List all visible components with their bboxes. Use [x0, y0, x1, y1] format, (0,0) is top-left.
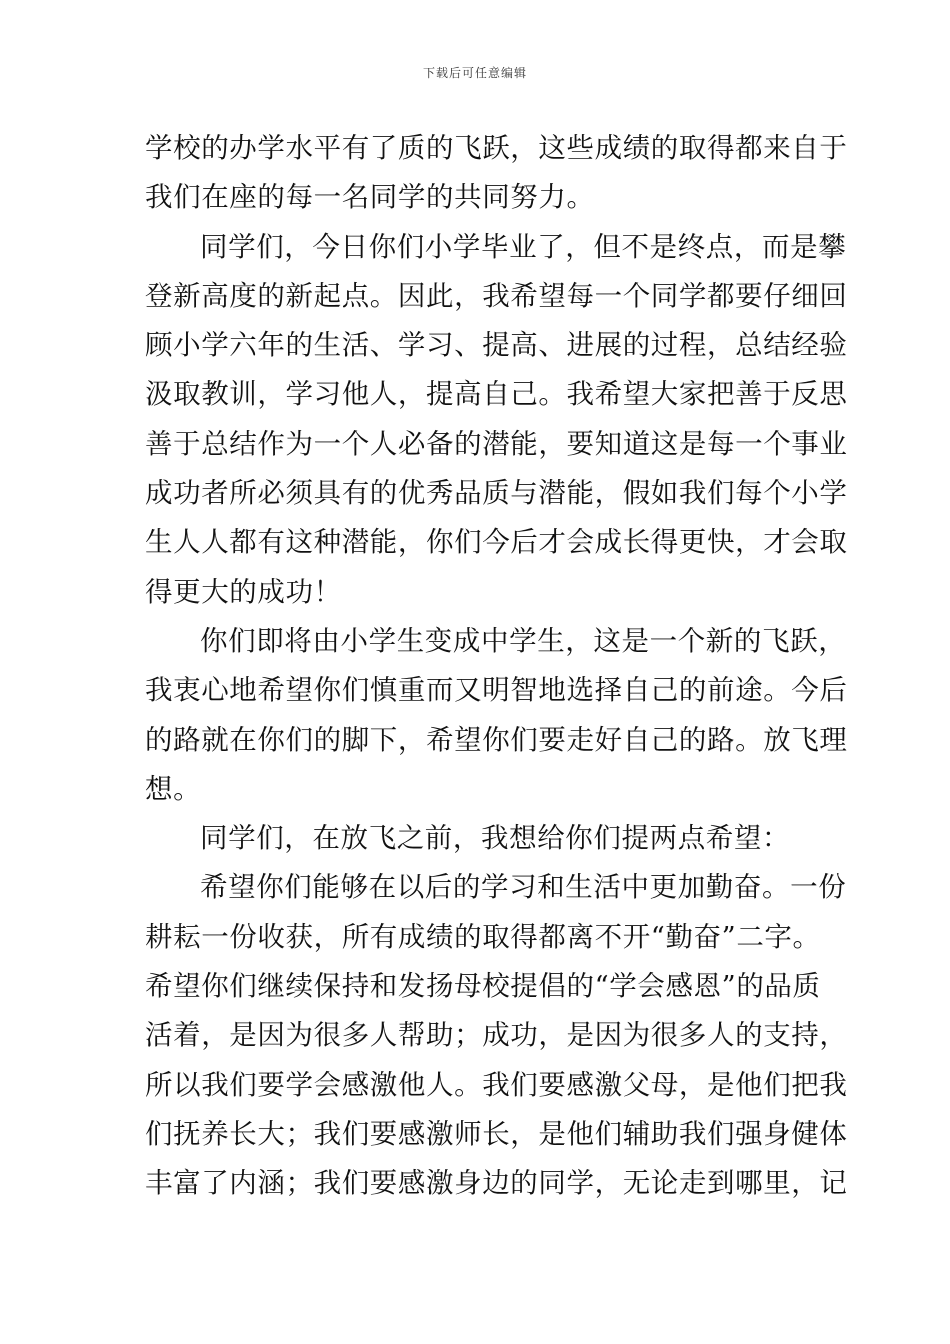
text-line: 同学们，今日你们小学毕业了，但不是终点，而是攀: [200, 230, 847, 263]
text-line: 活着，是因为很多人帮助；成功，是因为很多人的支持，: [145, 1019, 848, 1052]
text-line: 丰富了内涵；我们要感激身边的同学，无论走到哪里，记: [145, 1167, 848, 1200]
text-line: 希望你们继续保持和发扬母校提倡的“学会感恩”的品质: [145, 970, 821, 1003]
text-line: 登新高度的新起点。因此，我希望每一个同学都要仔细回: [145, 279, 848, 312]
text-line: 希望你们能够在以后的学习和生活中更加勤奋。一份: [200, 871, 847, 904]
text-line: 所以我们要学会感激他人。我们要感激父母，是他们把我: [145, 1068, 848, 1101]
text-line: 的路就在你们的脚下，希望你们要走好自己的路。放飞理: [145, 723, 848, 756]
page-header: 下载后可任意编辑: [422, 66, 527, 80]
text-line: 汲取教训，学习他人，提高自己。我希望大家把善于反思: [145, 378, 848, 411]
text-line: 你们即将由小学生变成中学生，这是一个新的飞跃，: [200, 624, 847, 657]
text-line: 耕耘一份收获，所有成绩的取得都离不开“勤奋”二字。: [145, 920, 821, 953]
text-line: 成功者所必须具有的优秀品质与潜能，假如我们每个小学: [145, 477, 848, 510]
body-text: [145, 124, 848, 1209]
text-line: 我衷心地希望你们慎重而又明智地选择自己的前途。今后: [145, 674, 848, 707]
text-line: 顾小学六年的生活、学习、提高、进展的过程，总结经验: [145, 329, 848, 362]
text-line: 学校的办学水平有了质的飞跃，这些成绩的取得都来自于: [145, 132, 848, 164]
text-line: 我们在座的每一名同学的共同努力。: [145, 181, 595, 214]
text-line: 生人人都有这种潜能，你们今后才会成长得更快，才会取: [145, 526, 848, 559]
text-line: 们抚养长大；我们要感激师长，是他们辅助我们强身健体: [145, 1117, 848, 1150]
text-line: 善于总结作为一个人必备的潜能，要知道这是每一个事业: [145, 427, 848, 460]
text-line: 得更大的成功！: [145, 575, 342, 608]
text-line: 想。: [145, 772, 202, 805]
text-line: 同学们，在放飞之前，我想给你们提两点希望：: [200, 822, 791, 855]
